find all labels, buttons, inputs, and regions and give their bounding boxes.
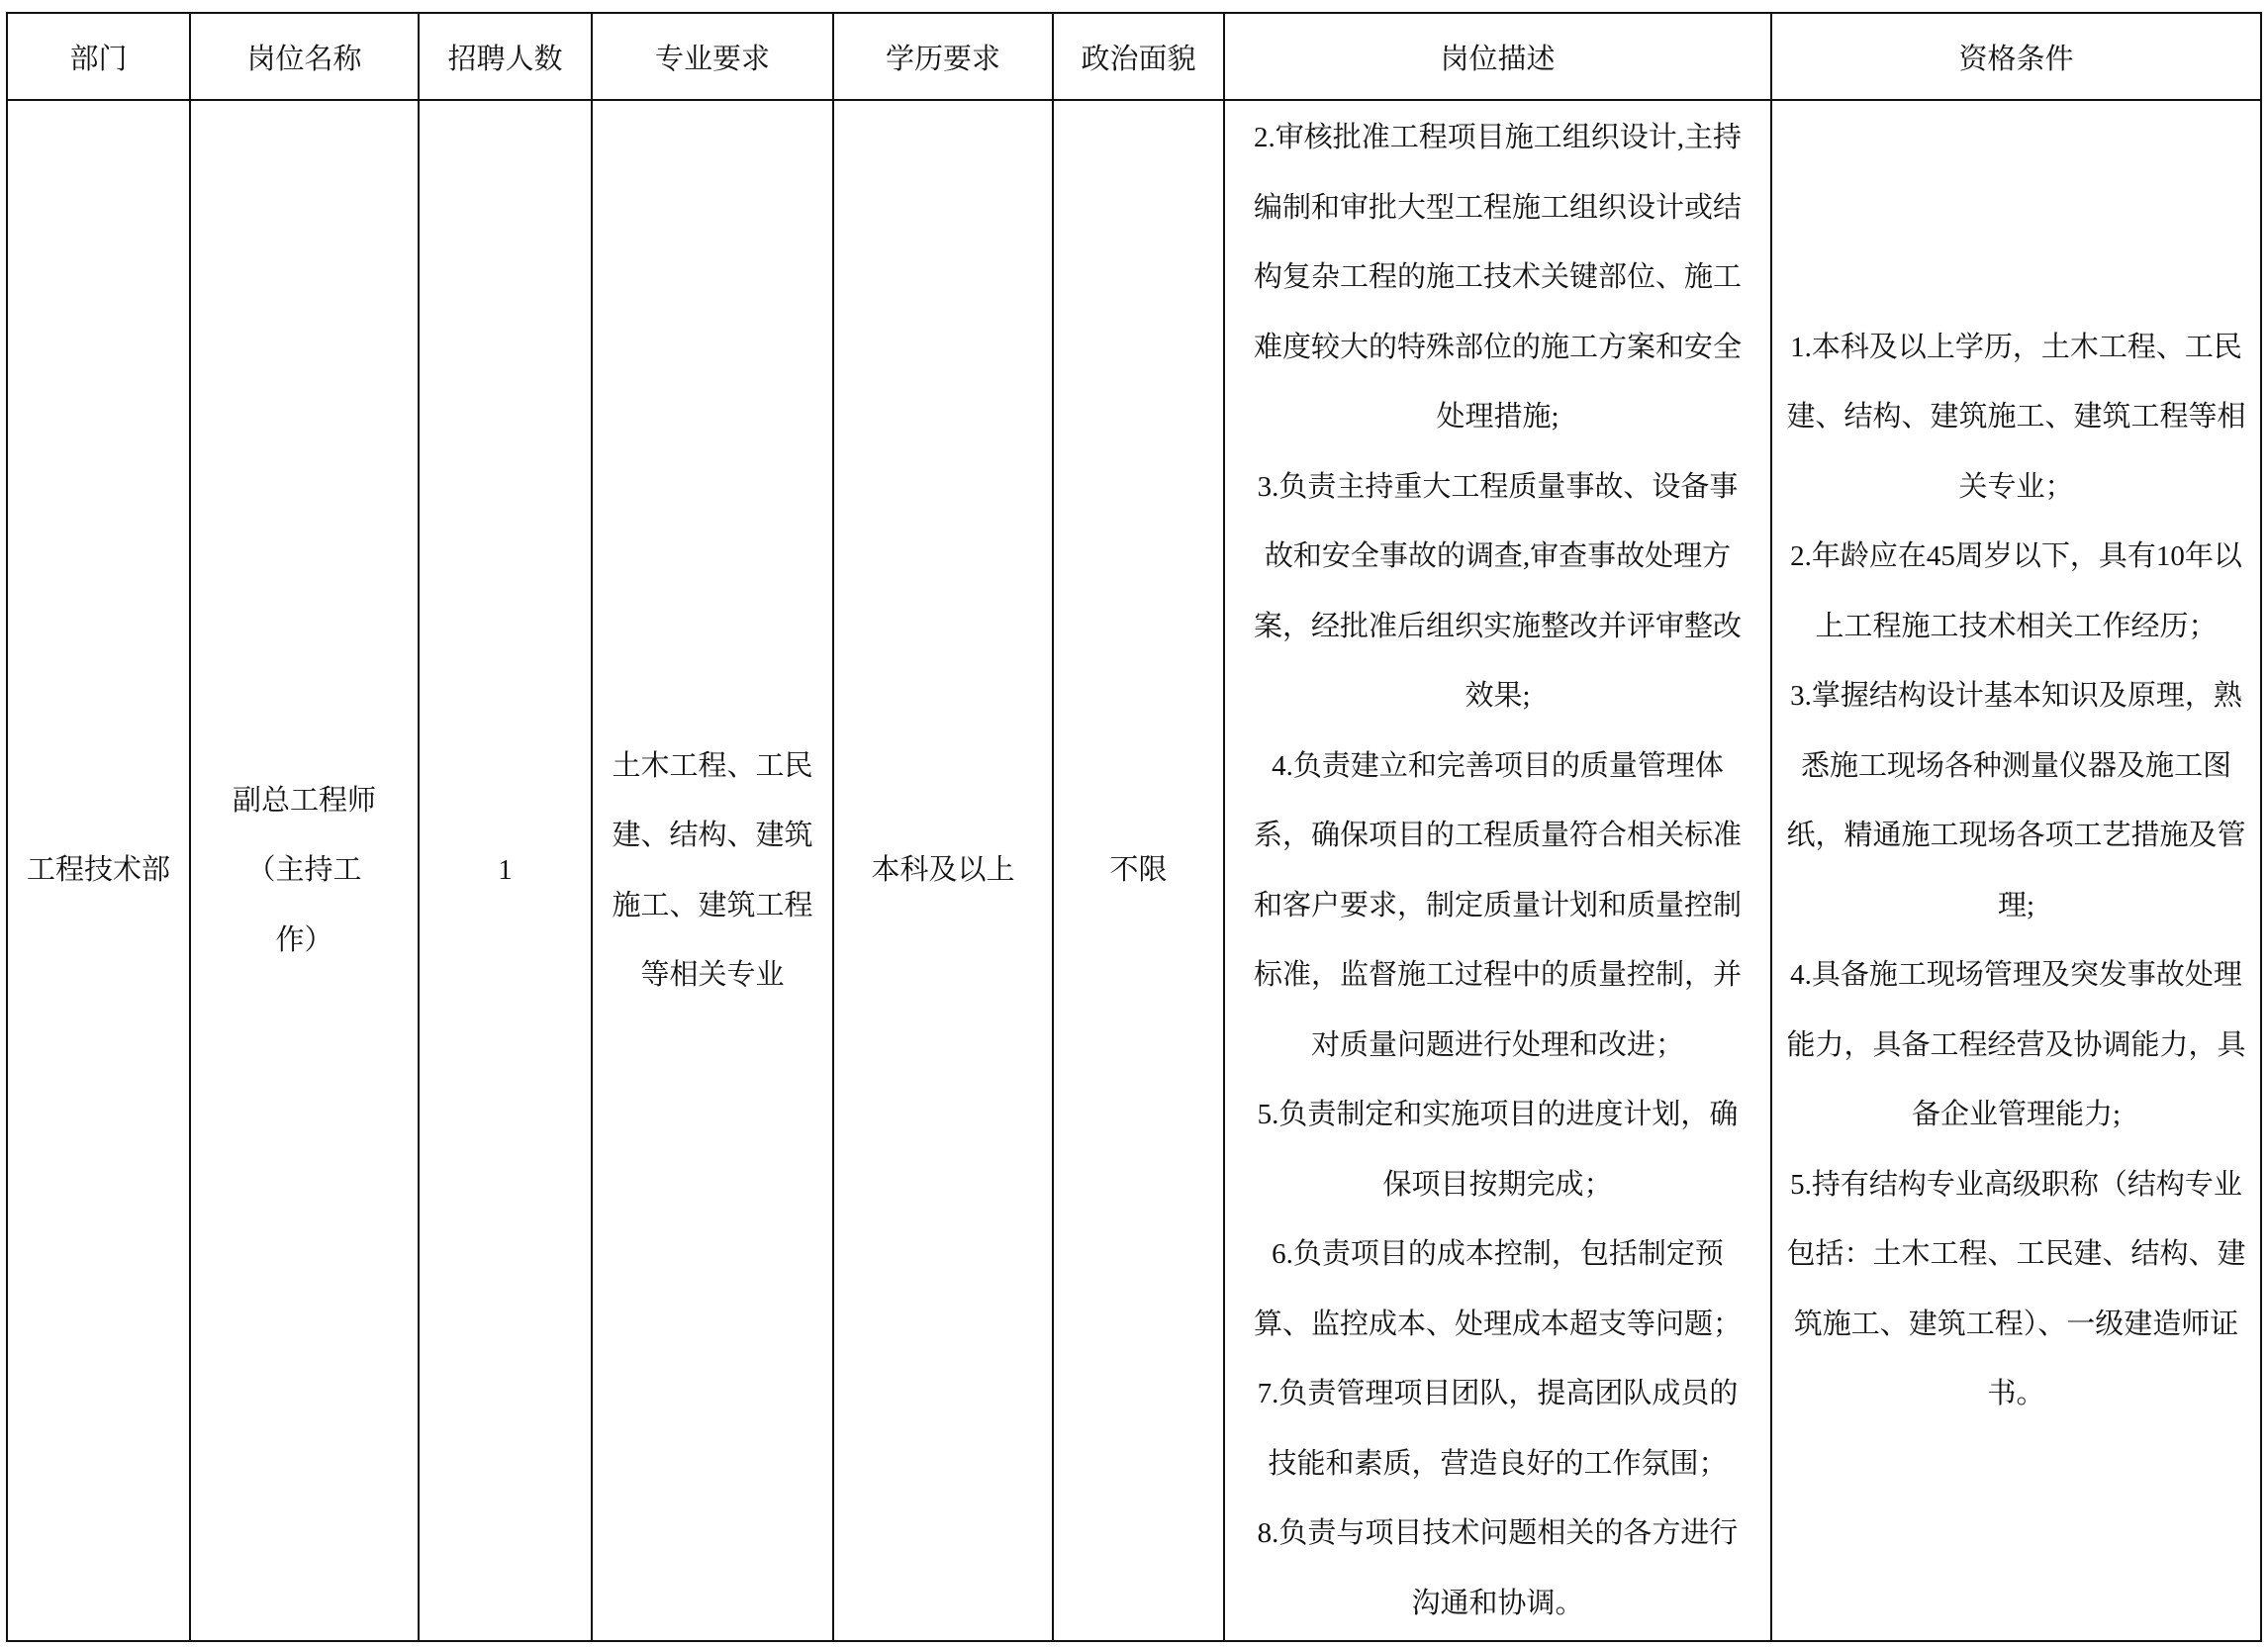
header-department: 部门 [7,13,190,100]
header-description: 岗位描述 [1224,13,1771,100]
header-count: 招聘人数 [419,13,592,100]
cell-qualifications [1771,100,2261,1641]
cell-description [1224,100,1771,1641]
header-major: 专业要求 [592,13,833,100]
cell-major: 土木工程、工民建、结构、建筑施工、建筑工程等相关专业 [592,100,833,1641]
cell-position: 副总工程师（主持工作） [190,100,419,1641]
recruitment-table [6,12,2262,1642]
description-item: 4.负责建立和完善项目的质量管理体系，确保项目的工程质量符合相关标准和客户要求，制定质量计划和质量控制标准，监督施工过程中的质量控制，并对质量问题进行处理和改进； [1253,749,1742,1061]
description-item: 3.负责主持重大工程质量事故、设备事故和安全事故的调查,审查事故处理方案，经批准后组织实施整改并评审整改效果; [1253,470,1742,712]
qualification-item: 4.具备施工现场管理及突发事故处理能力，具备工程经营及协调能力，具备企业管理能力; [1786,959,2246,1130]
header-qualifications: 资格条件 [1771,13,2261,100]
description-item: 2.审核批准工程项目施工组织设计,主持编制和审批大型工程施工组织设计或结构复杂工程的施工技术关键部位、施工难度较大的特殊部位的施工方案和安全处理措施; [1253,122,1742,433]
qualification-item: 2.年龄应在45周岁以下，具有10年以上工程施工技术相关工作经历； [1790,540,2242,642]
qualification-item: 3.掌握结构设计基本知识及原理，熟悉施工现场各种测量仪器及施工图纸，精通施工现场各项工艺措施及管理; [1786,680,2246,921]
cell-count: 1 [419,100,592,1641]
description-item: 6.负责项目的成本控制，包括制定预算、监控成本、处理成本超支等问题； [1253,1238,1742,1340]
description-item: 7.负责管理项目团队，提高团队成员的技能和素质，营造良好的工作氛围； [1257,1378,1739,1480]
cell-political: 不限 [1053,100,1224,1641]
table-row [7,100,2261,1641]
header-political: 政治面貌 [1053,13,1224,100]
cell-department: 工程技术部 [7,100,190,1641]
header-position: 岗位名称 [190,13,419,100]
qualification-item: 1.本科及以上学历，土木工程、工民建、结构、建筑施工、建筑工程等相关专业； [1786,331,2246,503]
header-education: 学历要求 [833,13,1053,100]
cell-education: 本科及以上 [833,100,1053,1641]
description-item: 5.负责制定和实施项目的进度计划，确保项目按期完成； [1257,1099,1739,1201]
header-row [7,13,2261,100]
qualification-item: 5.持有结构专业高级职称（结构专业包括：土木工程、工民建、结构、建筑施工、建筑工程）、一级建造师证书。 [1786,1168,2246,1409]
description-item: 8.负责与项目技术问题相关的各方进行沟通和协调。 [1257,1517,1739,1619]
